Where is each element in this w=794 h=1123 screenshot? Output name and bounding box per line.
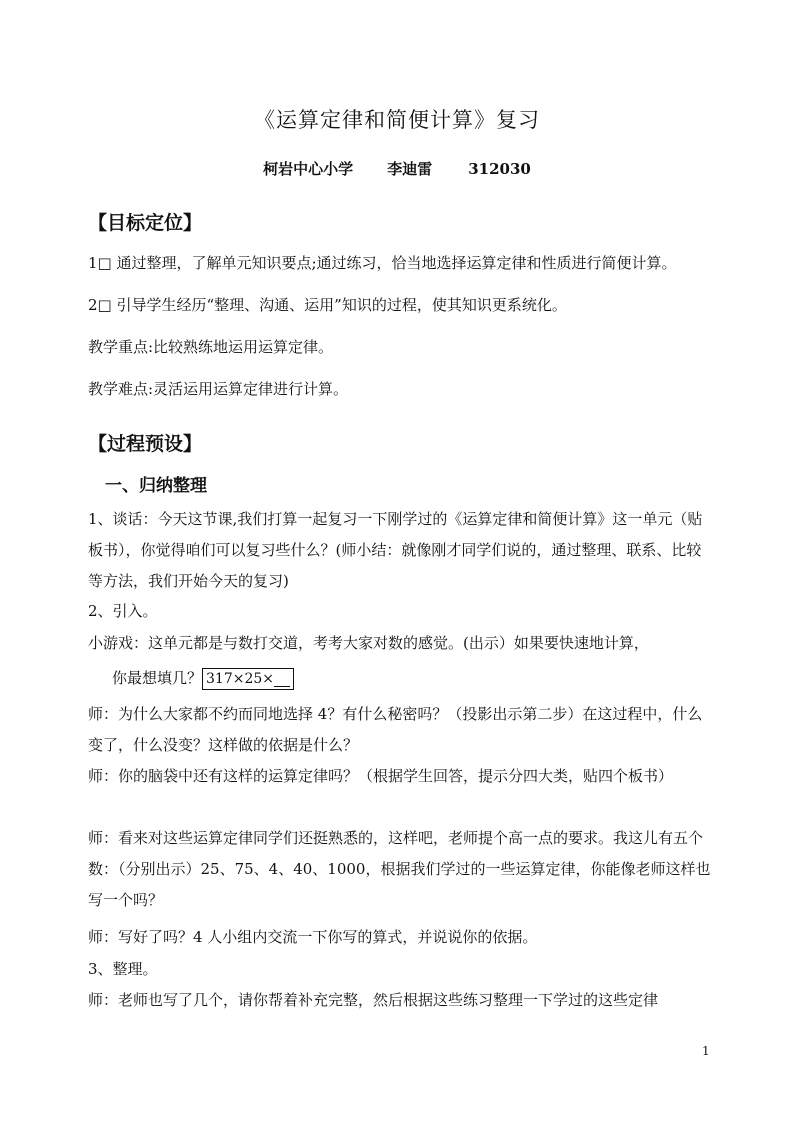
document-title: 《运算定律和简便计算》复习	[254, 108, 540, 132]
paragraph-organize: 3、整理。	[88, 960, 158, 978]
paragraph-teacher-3: 师：看来对这些运算定律同学们还挺熟悉的，这样吧，老师提个高一点的要求。我这儿有五个数：（分别出示）25、75、4、40、1000，根据我们学过的一些运算定律，你能像老师这样也写一个吗？	[88, 829, 711, 909]
paragraph-teacher-1: 师：为什么大家都不约而同地选择 4？有什么秘密吗？（投影出示第二步）在这过程中，什么变了，什么没变？这样做的依据是什么？	[88, 705, 703, 754]
author-name: 李迪雷	[387, 160, 433, 178]
paragraph-teacher-5: 师：老师也写了几个，请你帮着补充完整，然后根据这些练习整理一下学过的这些定律	[88, 991, 659, 1009]
section-heading-process: 【过程预设】	[88, 433, 203, 455]
game-question	[112, 667, 294, 690]
paragraph-teacher-4: 师：写好了吗？4 人小组内交流一下你写的算式，并说说你的依据。	[88, 928, 538, 946]
paragraph-talk: 1、谈话：今天这节课,我们打算一起复习一下刚学过的《运算定律和简便计算》这一单元（贴板书），你觉得咱们可以复习些什么？(师小结：就像刚才同学们说的，通过整理、联系、比较等方法，我们开始今天的复习)	[88, 510, 703, 590]
goal-item-2: 2□ 引导学生经历“整理、沟通、运用”知识的过程，使其知识更系统化。	[88, 296, 567, 314]
author-code: 312030	[468, 160, 531, 178]
expression-text: 317×25×	[206, 671, 275, 687]
author-school: 柯岩中心小学	[263, 160, 354, 178]
paragraph-game: 小游戏：这单元都是与数打交道，考考大家对数的感觉。(出示）如果要快速地计算，	[88, 634, 649, 652]
author-line	[0, 158, 794, 179]
game-question-text: 你最想填几？	[112, 669, 203, 687]
difficulty-point: 教学难点:灵活运用运算定律进行计算。	[88, 380, 349, 398]
section-heading-goals: 【目标定位】	[88, 212, 203, 234]
paragraph-teacher-2: 师：你的脑袋中还有这样的运算定律吗？（根据学生回答，提示分四大类，贴四个板书）	[88, 767, 674, 785]
paragraph-intro: 2、引入。	[88, 602, 158, 620]
page-number: 1	[702, 1044, 710, 1058]
subheading-summary: 一、归纳整理	[105, 476, 207, 496]
key-point: 教学重点:比较熟练地运用运算定律。	[88, 338, 334, 356]
goal-item-1: 1□ 通过整理，了解单元知识要点;通过练习，恰当地选择运算定律和性质进行简便计算。	[88, 254, 677, 272]
answer-blank	[274, 672, 290, 687]
expression-box	[202, 668, 294, 690]
